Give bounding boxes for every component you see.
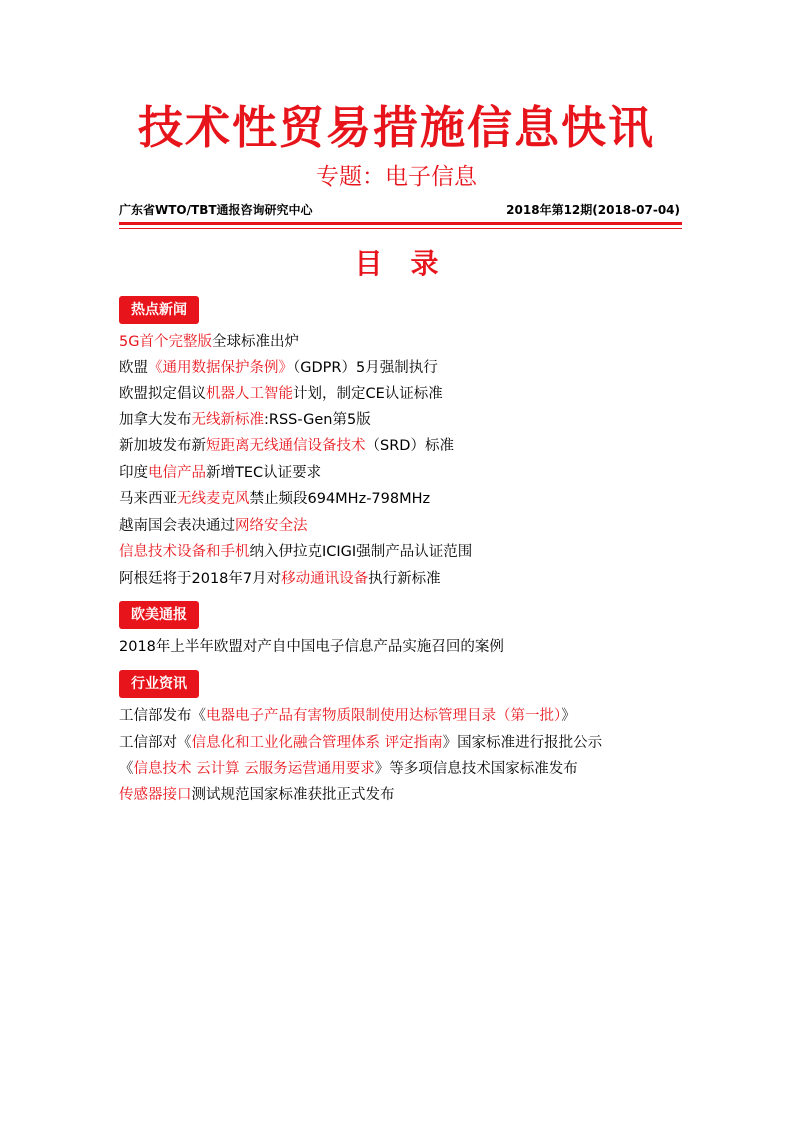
toc-item-text: 计划，制定CE认证标准 <box>293 386 443 402</box>
toc-item-text: 《 <box>119 761 134 777</box>
toc-item-highlight: 传感器接口 <box>119 787 192 803</box>
toc-item-text: 加拿大发布 <box>119 412 192 428</box>
section-tag-hot-news: 热点新闻 <box>119 296 199 324</box>
issue-number: 2018年第12期(2018-07-04) <box>506 203 680 217</box>
toc-item[interactable] <box>119 358 438 378</box>
toc-item-text: 工信部对《 <box>119 735 192 751</box>
toc-item-text: 新增TEC认证要求 <box>206 465 322 481</box>
header-rule-thin <box>119 228 682 229</box>
toc-item-text: （SRD）标准 <box>365 438 454 454</box>
toc-item[interactable] <box>119 410 371 430</box>
toc-item[interactable] <box>119 733 602 753</box>
toc-item-text: 执行新标准 <box>368 571 441 587</box>
toc-item-highlight: 信息技术设备和手机 <box>119 544 250 560</box>
toc-item[interactable] <box>119 516 308 536</box>
toc-item-text: 阿根廷将于2018年7月对 <box>119 571 282 587</box>
toc-item-highlight: 电信产品 <box>148 465 206 481</box>
document-title: 技术性贸易措施信息快讯 <box>137 101 655 154</box>
toc-item[interactable] <box>119 759 578 779</box>
toc-item-text: 新加坡发布新 <box>119 438 206 454</box>
header-rule-thick <box>119 222 682 225</box>
toc-item-text: 全球标准出炉 <box>211 334 299 350</box>
toc-item-text: 纳入伊拉克ICIGI强制产品认证范围 <box>249 544 473 560</box>
toc-item-text: 欧盟拟定倡议 <box>119 386 206 402</box>
toc-item-highlight: 信息技术 云计算 云服务运营通用要求 <box>133 761 375 777</box>
toc-item[interactable] <box>119 436 454 456</box>
toc-item-text: 禁止频段694MHz-798MHz <box>249 491 431 507</box>
toc-item-highlight: 移动通讯设备 <box>281 571 369 587</box>
toc-item-text: 印度 <box>119 465 148 481</box>
document-subtitle: 专题：电子信息 <box>316 164 477 190</box>
toc-item-highlight: 5G首个完整版 <box>119 334 212 350</box>
toc-item-text: 欧盟 <box>119 360 148 376</box>
toc-item-text: 测试规范国家标准获批正式发布 <box>191 787 395 803</box>
toc-item-highlight: 无线麦克风 <box>177 491 250 507</box>
toc-item-highlight: 网络安全法 <box>235 518 308 534</box>
toc-item-text: 越南国会表决通过 <box>119 518 235 534</box>
toc-item-text: 2018年上半年欧盟对产自中国电子信息产品实施召回的案例 <box>119 639 504 655</box>
toc-item[interactable] <box>119 384 443 404</box>
toc-item-highlight: 无线新标准 <box>191 412 264 428</box>
toc-item-highlight: 电器电子产品有害物质限制使用达标管理目录（第一批） <box>206 708 562 724</box>
toc-item[interactable] <box>119 463 321 483</box>
toc-item-highlight: 短距离无线通信设备技术 <box>206 438 366 454</box>
toc-item[interactable] <box>119 332 299 352</box>
toc-item-highlight: 《通用数据保护条例》 <box>148 360 293 376</box>
toc-item-text: 马来西亚 <box>119 491 177 507</box>
toc-item-text: 》国家标准进行报批公示 <box>442 735 603 751</box>
toc-title: 目录 <box>354 247 467 280</box>
toc-item[interactable] <box>119 785 395 805</box>
section-tag-industry-news: 行业资讯 <box>119 670 199 698</box>
toc-item[interactable] <box>119 489 430 509</box>
toc-item[interactable] <box>119 637 504 657</box>
toc-item-highlight: 机器人工智能 <box>206 386 293 402</box>
toc-item-highlight: 信息化和工业化融合管理体系 评定指南 <box>191 735 443 751</box>
toc-item-text: 》 <box>561 708 576 724</box>
toc-item-text: :RSS-Gen第5版 <box>264 412 371 428</box>
toc-item-text: 》等多项信息技术国家标准发布 <box>374 761 578 777</box>
toc-item[interactable] <box>119 569 441 589</box>
toc-item[interactable] <box>119 542 472 562</box>
publisher-name: 广东省WTO/TBT通报咨询研究中心 <box>119 203 313 217</box>
section-tag-eu-us-notifications: 欧美通报 <box>119 601 199 629</box>
toc-item-text: 工信部发布《 <box>119 708 206 724</box>
toc-item-text: （GDPR）5月强制执行 <box>293 360 438 376</box>
toc-item[interactable] <box>119 706 576 726</box>
